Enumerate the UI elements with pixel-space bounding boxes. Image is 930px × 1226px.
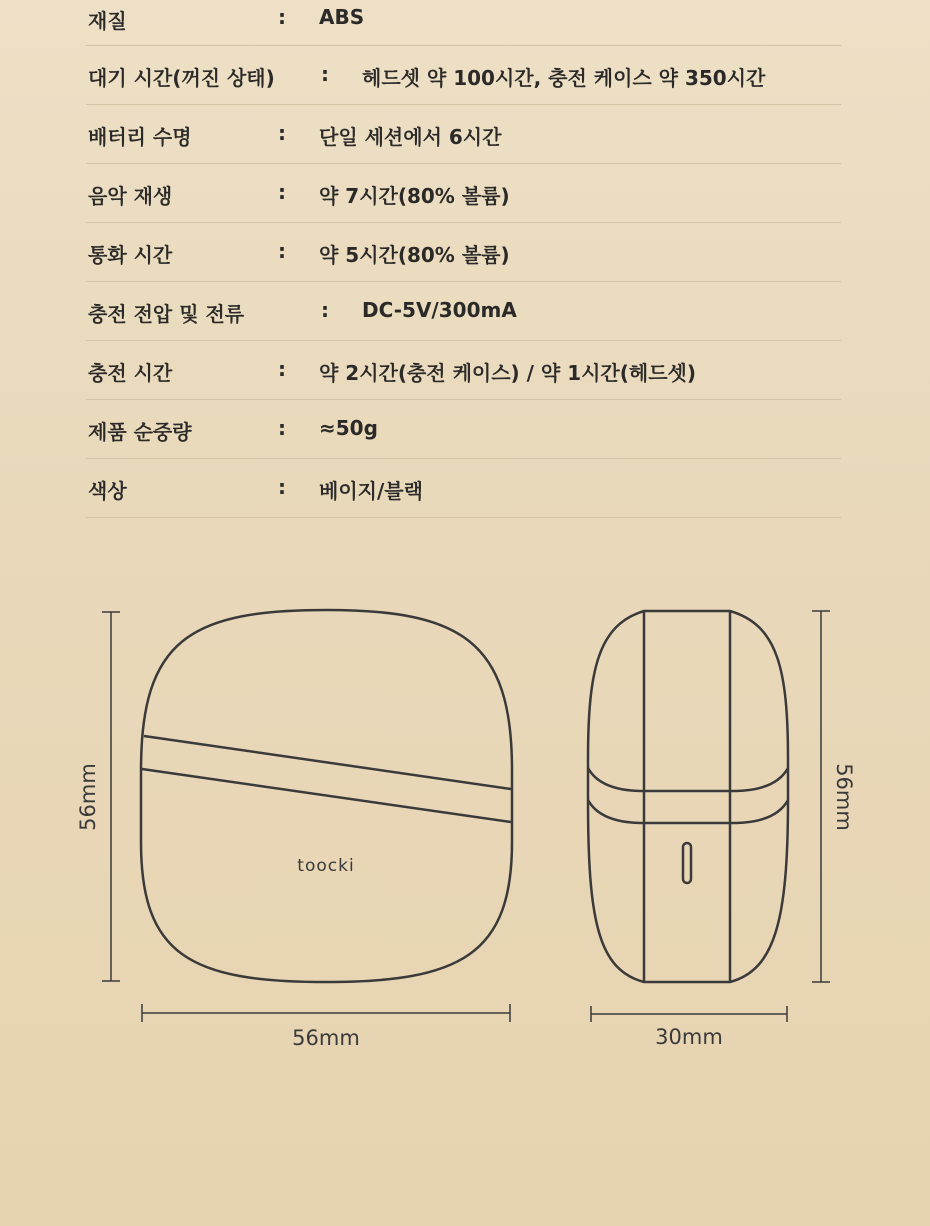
spec-label: 통화 시간 — [88, 243, 173, 267]
spec-value: 단일 세션에서 6시간 — [319, 125, 502, 149]
spec-row-standby-time — [86, 46, 841, 105]
spec-label: 충전 시간 — [88, 361, 173, 385]
front-width-dimension — [142, 1004, 510, 1022]
spec-colon: : — [321, 62, 329, 86]
case-front-view — [141, 610, 512, 982]
side-width-label: 30mm — [655, 1025, 723, 1049]
spec-label: 재질 — [88, 9, 127, 33]
spec-row-battery-life — [86, 105, 841, 164]
spec-label: 배터리 수명 — [88, 125, 192, 149]
brand-logo: toocki — [297, 856, 355, 876]
spec-row-charging-voltage — [86, 282, 841, 341]
spec-row-material — [86, 0, 841, 46]
spec-colon: : — [321, 298, 329, 322]
spec-row-net-weight — [86, 400, 841, 459]
spec-colon: : — [278, 239, 286, 263]
spec-label: 대기 시간(꺼진 상태) — [88, 66, 275, 90]
spec-value: 헤드셋 약 100시간, 충전 케이스 약 350시간 — [362, 66, 766, 90]
spec-row-music-playback — [86, 164, 841, 223]
spec-colon: : — [278, 5, 286, 29]
side-height-dimension — [812, 611, 830, 982]
spec-value: ≈50g — [319, 416, 378, 440]
front-height-label: 56mm — [76, 763, 100, 831]
front-height-dimension — [102, 612, 120, 981]
spec-value: 약 5시간(80% 볼륨) — [319, 243, 510, 267]
spec-colon: : — [278, 357, 286, 381]
spec-label: 충전 전압 및 전류 — [88, 302, 245, 326]
case-side-view — [588, 611, 788, 982]
spec-label: 제품 순중량 — [88, 420, 192, 444]
spec-label: 색상 — [88, 479, 127, 503]
spec-row-charging-time — [86, 341, 841, 400]
spec-colon: : — [278, 180, 286, 204]
spec-label: 음악 재생 — [88, 184, 173, 208]
side-width-dimension — [591, 1006, 787, 1022]
spec-table — [86, 0, 841, 518]
spec-value: DC-5V/300mA — [362, 298, 517, 322]
spec-value: ABS — [319, 5, 365, 29]
spec-value: 베이지/블랙 — [319, 479, 423, 503]
spec-value: 약 2시간(충전 케이스) / 약 1시간(헤드셋) — [319, 361, 696, 385]
spec-colon: : — [278, 416, 286, 440]
spec-row-color — [86, 459, 841, 518]
spec-row-talk-time — [86, 223, 841, 282]
side-height-label: 56mm — [832, 763, 856, 831]
spec-colon: : — [278, 475, 286, 499]
spec-colon: : — [278, 121, 286, 145]
front-width-label: 56mm — [292, 1026, 360, 1050]
spec-value: 약 7시간(80% 볼륨) — [319, 184, 510, 208]
